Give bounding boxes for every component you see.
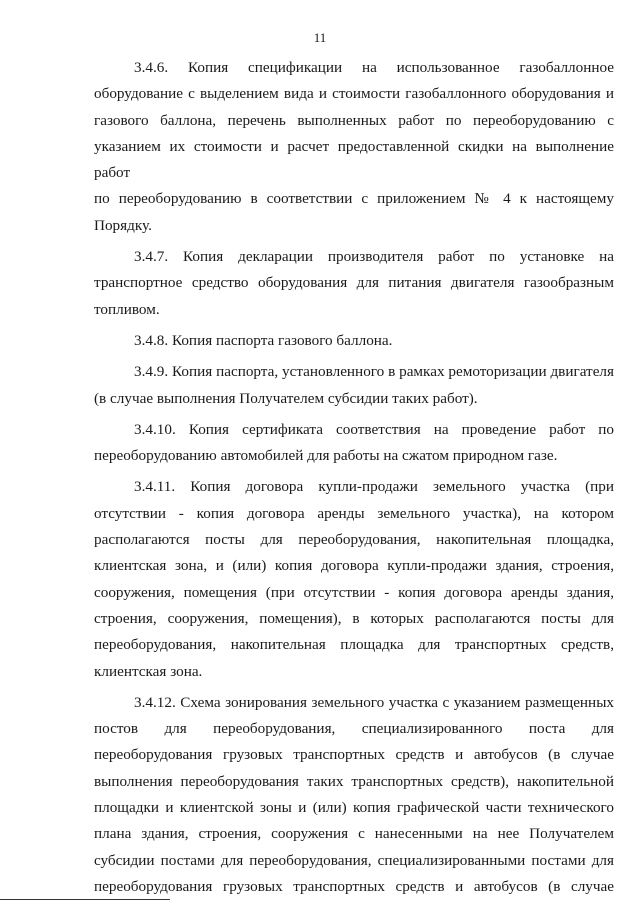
text-line: 3.4.6. Копия спецификации на использованное газобаллонное: [134, 59, 614, 76]
text-line: постов для переоборудования, специализированного поста для: [94, 720, 614, 738]
text-line: 3.4.11. Копия договора купли-продажи земельного участка (при: [134, 478, 614, 496]
text-line: субсидии постами для переоборудования, специализированными постами для: [94, 851, 614, 869]
text-line: указанием их стоимости и расчет предоставленной скидки на выполнение работ: [94, 137, 614, 182]
text-line: 3.4.9. Копия паспорта, установленного в рамках ремоторизации двигателя: [134, 363, 614, 381]
text-line: газового баллона, перечень выполненных работ по переоборудованию с: [94, 111, 614, 129]
text-line: 3.4.7. Копия декларации производителя работ по установке на: [134, 248, 614, 266]
page-number: 11: [313, 30, 327, 45]
text-line: выполнения переоборудования таких транспортных средств), накопительной: [94, 772, 614, 790]
text-line: переоборудования грузовых транспортных средств и автобусов (в случае: [94, 877, 614, 895]
paragraph: [94, 359, 614, 412]
text-line: отсутствии - копия договора аренды земельного участка), на котором: [94, 504, 614, 522]
text-line: топливом.: [94, 300, 160, 318]
text-line: 3.4.12. Схема зонирования земельного участка с указанием размещенных: [134, 693, 614, 711]
text-line: транспортное средство оборудования для питания двигателя газообразным: [94, 274, 614, 292]
text-line: плана здания, строения, сооружения с нанесенными на нее Получателем: [94, 825, 614, 843]
paragraph: [94, 55, 614, 239]
paragraph: [94, 690, 614, 900]
paragraph: [94, 417, 614, 470]
paragraph: [94, 474, 614, 684]
text-line: переоборудованию автомобилей для работы на сжатом природном газе.: [94, 447, 558, 465]
text-line: (в случае выполнения Получателем субсидии таких работ).: [94, 389, 478, 407]
footnote-separator: [0, 899, 170, 900]
text-line: клиентская зона, и (или) копия договора купли-продажи здания, строения,: [94, 557, 614, 575]
paragraph: [94, 244, 614, 323]
text-line: клиентская зона.: [94, 662, 203, 680]
text-line: оборудование с выделением вида и стоимости газобаллонного оборудования и: [94, 85, 614, 103]
paragraph: [94, 328, 614, 354]
text-line: по переоборудованию в соответствии с приложением № 4 к настоящему: [94, 190, 614, 208]
text-line: строения, сооружения, помещения), в которых располагаются посты для: [94, 609, 614, 627]
text-line: 3.4.10. Копия сертификата соответствия на проведение работ по: [134, 420, 614, 438]
document-body: [94, 55, 614, 905]
text-line: площадки и клиентской зоны и (или) копия графической части технического: [94, 799, 614, 817]
text-line: переоборудования, накопительная площадка для транспортных средств,: [94, 636, 614, 654]
text-line: располагаются посты для переоборудования, накопительная площадка,: [94, 531, 614, 549]
text-line: 3.4.8. Копия паспорта газового баллона.: [134, 331, 393, 349]
text-line: переоборудования грузовых транспортных средств и автобусов (в случае: [94, 746, 614, 764]
text-line: сооружения, помещения (при отсутствии - копия договора аренды здания,: [94, 583, 614, 601]
text-line: Порядку.: [94, 216, 152, 234]
